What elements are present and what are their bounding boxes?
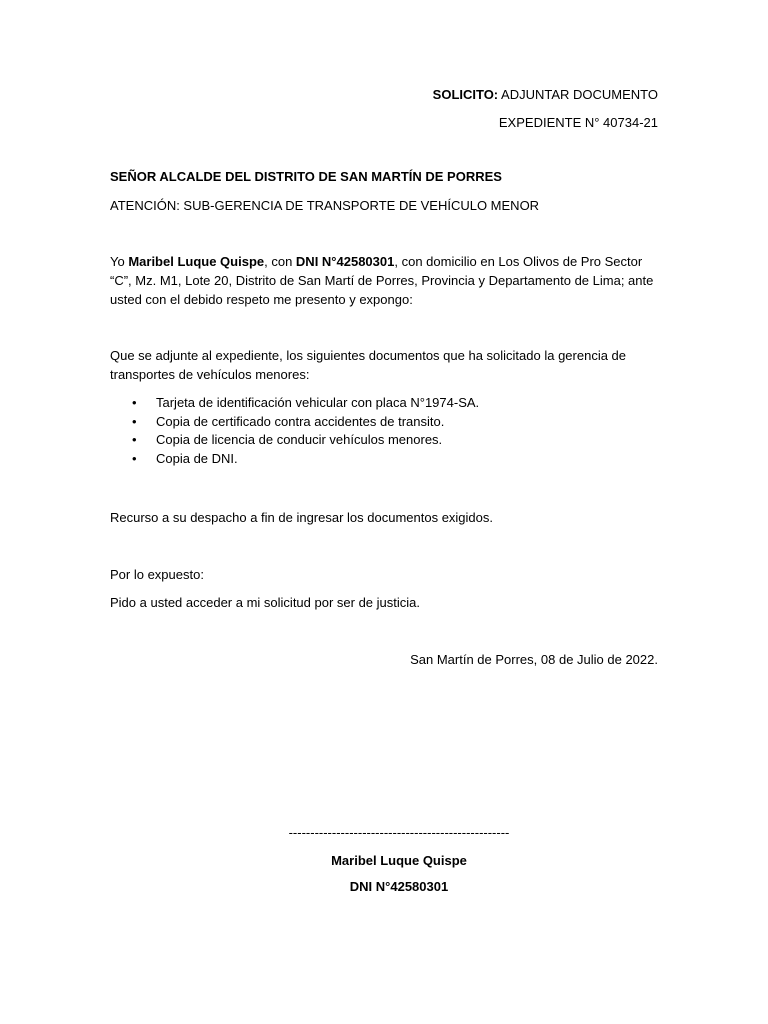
solicito-label: SOLICITO: (432, 87, 499, 102)
addressee-title-text: SEÑOR ALCALDE DEL DISTRITO DE SAN MARTÍN DE PORRES (110, 169, 502, 184)
expediente-line: EXPEDIENTE N° 40734-21 (498, 115, 658, 130)
request-paragraph: Que se adjunte al expediente, los siguientes documentos que ha solicitado la gerencia de transportes de vehículos menores: (110, 348, 627, 382)
list-item-text: Copia de DNI. (156, 450, 238, 466)
list-item (110, 394, 658, 413)
intro-paragraph (110, 252, 658, 309)
recurso-paragraph: Recurso a su despacho a fin de ingresar los documentos exigidos. (110, 510, 493, 525)
documents-list-wrapper (110, 394, 658, 468)
applicant-dni: DNI N°42580301 (295, 254, 395, 269)
list-item-text: Copia de certificado contra accidentes de transito. (156, 413, 445, 429)
attention-line: ATENCIÓN: SUB-GERENCIA DE TRANSPORTE DE VEHÍCULO MENOR (110, 198, 540, 213)
documents-list (110, 394, 658, 468)
bullet-icon: • (132, 395, 137, 410)
bullet-icon: • (132, 432, 137, 447)
bullet-icon: • (132, 450, 137, 466)
intro-part-2: , con (264, 254, 296, 269)
solicito-line (110, 85, 658, 104)
intro-part-3: , con domicilio en Los Olivos de Pro Sector “C”, Mz. M1, Lote 20, Distrito de San Martí de Porres, Provincia y Departamento de Lima; ante usted con el debido respeto me presento y expongo: (110, 254, 654, 307)
list-item (110, 431, 658, 450)
pido-paragraph: Pido a usted acceder a mi solicitud por ser de justicia. (110, 595, 420, 610)
signature-dni (125, 877, 673, 896)
bullet-icon: • (132, 413, 137, 429)
addressee-title (110, 167, 658, 186)
list-item-text: Tarjeta de identificación vehicular con placa N°1974-SA. (156, 395, 480, 410)
signature-line: --------------------------------------------------- (288, 825, 510, 840)
signature-name (125, 851, 673, 870)
list-item (110, 450, 658, 469)
list-item-text: Copia de licencia de conducir vehículos menores. (156, 432, 443, 447)
por-lo-expuesto: Por lo expuesto: (110, 567, 204, 582)
signature-name-text: Maribel Luque Quispe (331, 853, 467, 868)
applicant-name: Maribel Luque Quispe (128, 254, 265, 269)
list-item (110, 413, 658, 432)
signature-dni-text: DNI N°42580301 (349, 879, 449, 894)
intro-part-1: Yo (110, 254, 129, 269)
date-line: San Martín de Porres, 08 de Julio de 2022. (410, 652, 658, 667)
solicito-value: ADJUNTAR DOCUMENTO (498, 87, 658, 102)
